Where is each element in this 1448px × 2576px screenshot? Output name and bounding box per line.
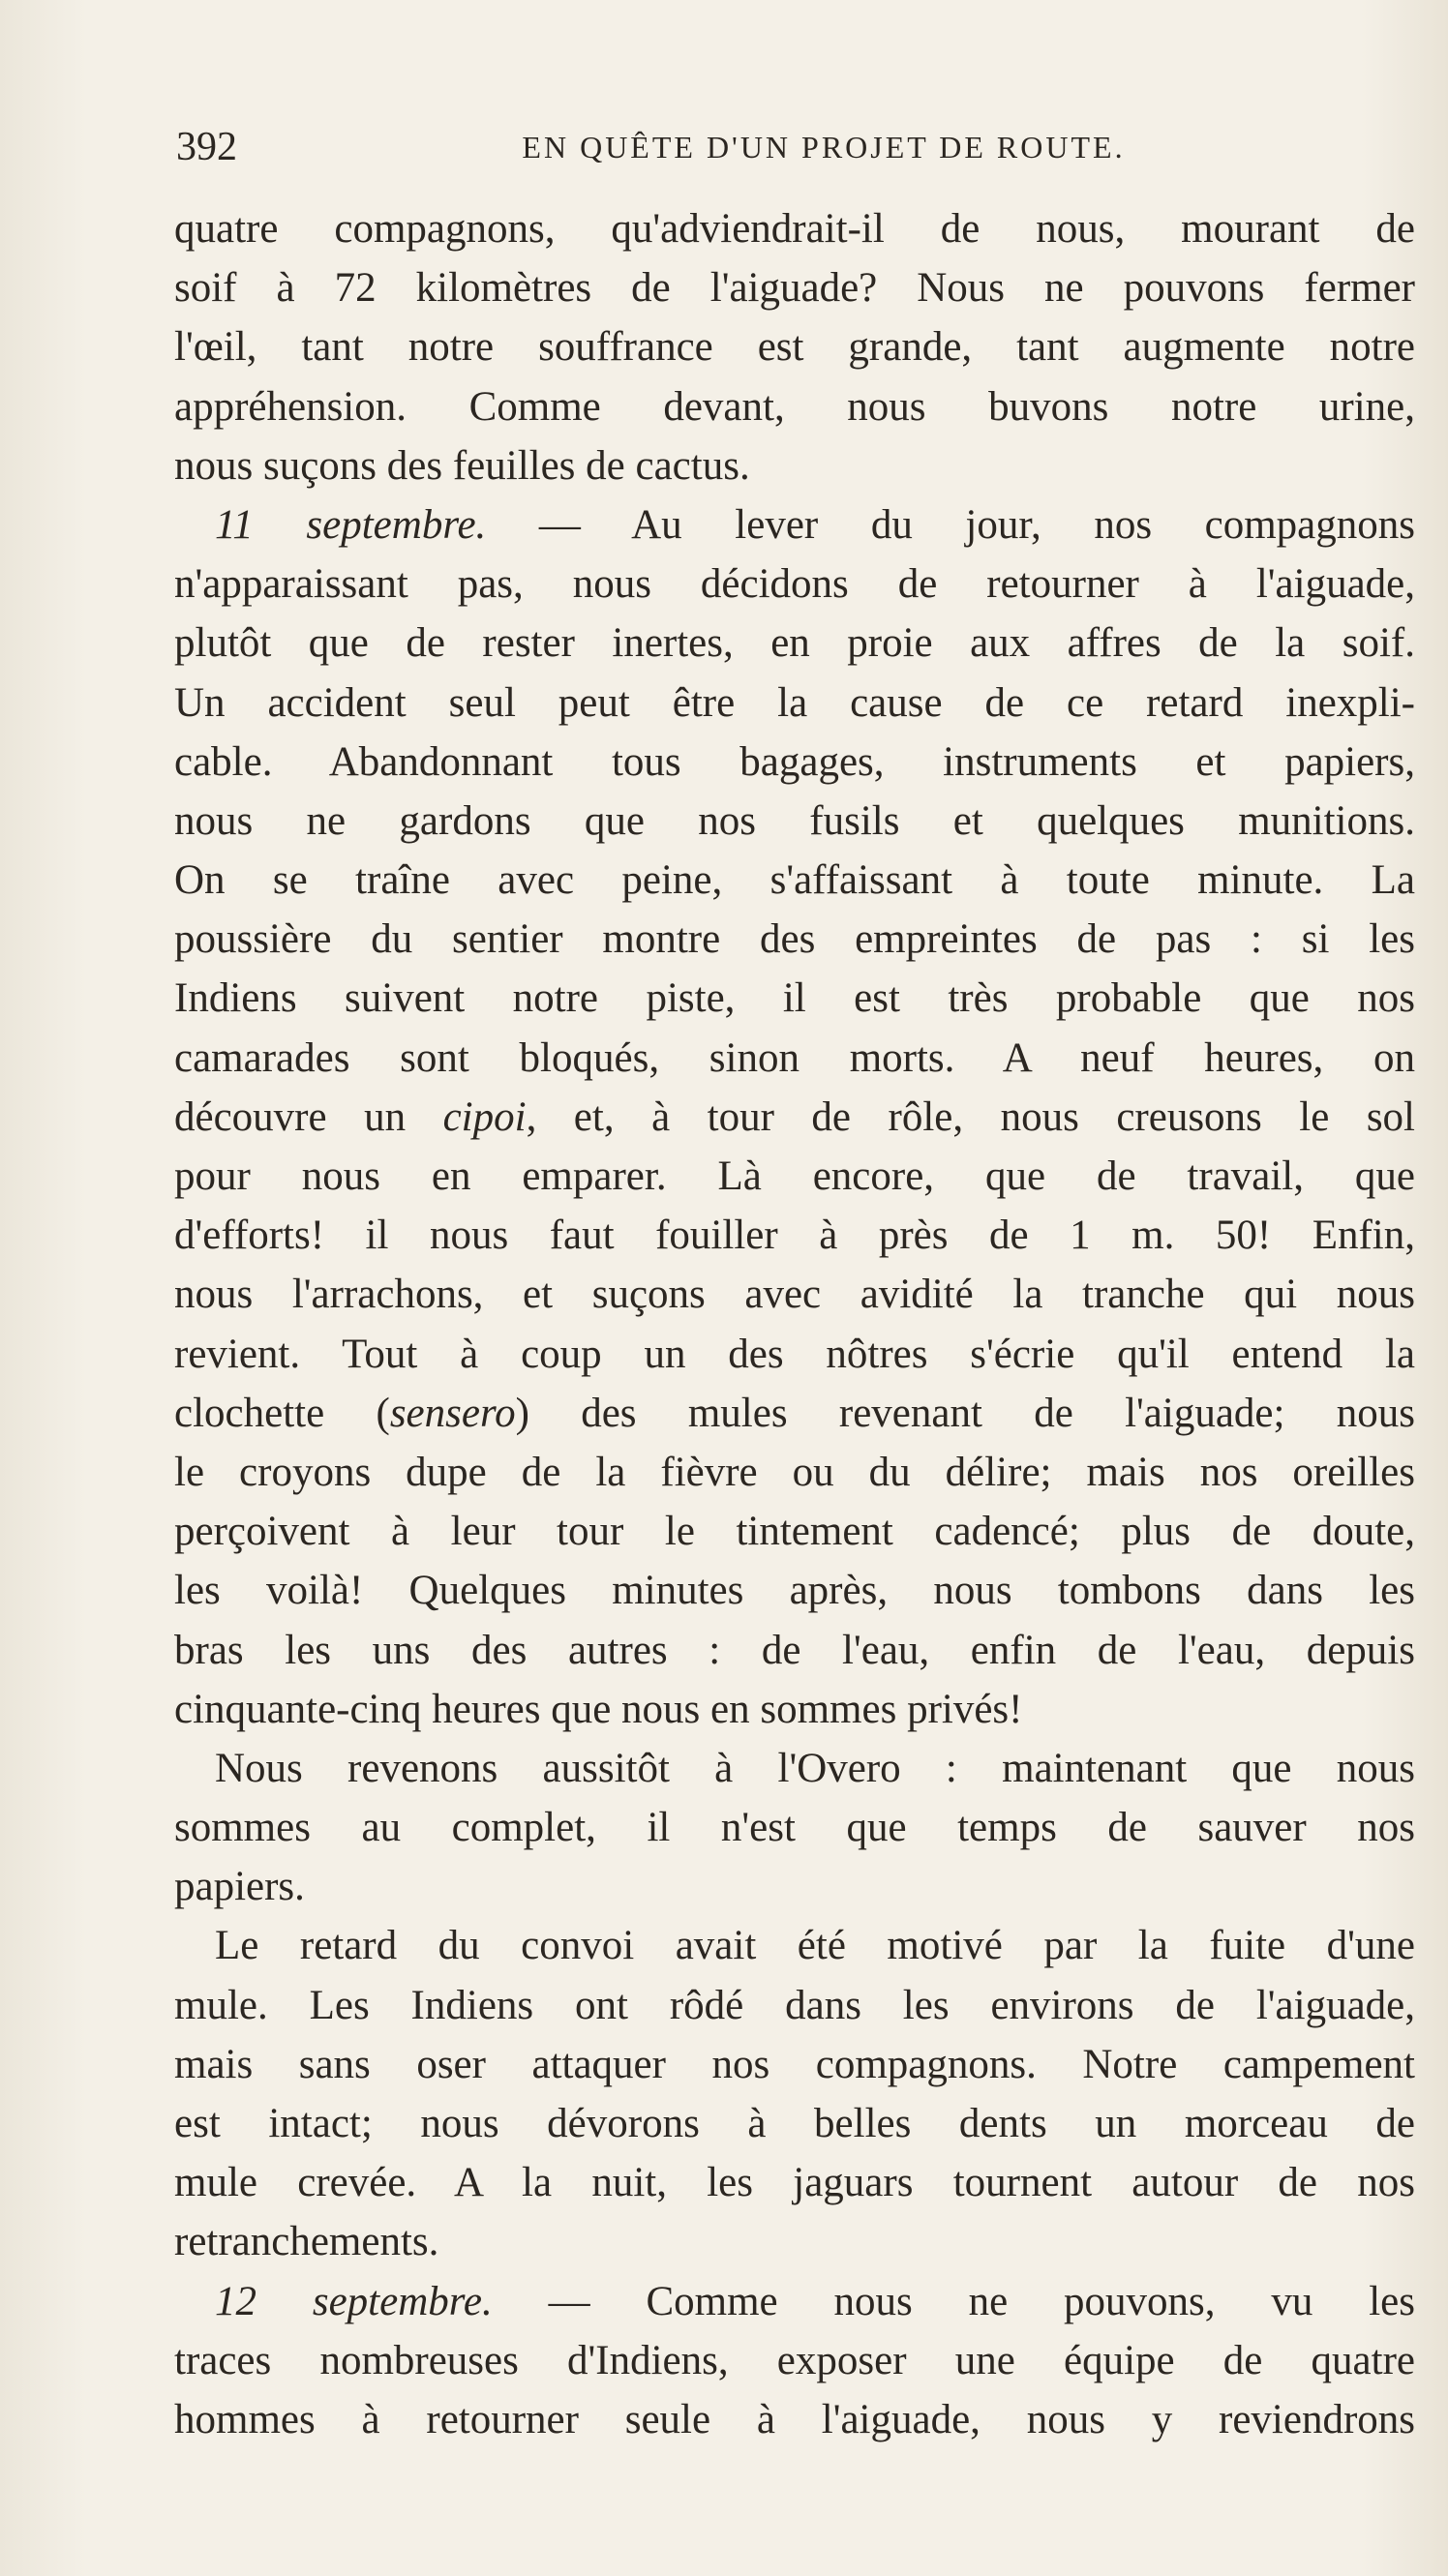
text-line [174, 1739, 1415, 1798]
text-line [174, 1916, 1415, 1975]
text-segment: mule. Les Indiens ont rôdé dans les environs de l'aiguade, [174, 1982, 1415, 2028]
text-segment: Nous revenons aussitôt à l'Overo : maintenant que nous [215, 1745, 1415, 1791]
text-line [174, 1443, 1415, 1502]
text-segment: retranchements. [174, 2219, 439, 2265]
text-line [174, 2272, 1415, 2331]
text-line [174, 1206, 1415, 1265]
italic-text: 11 septembre. [215, 501, 487, 548]
text-segment: d'efforts! il nous faut fouiller à près de 1 m. 50! Enfin, [174, 1213, 1415, 1259]
text-segment: quatre compagnons, qu'adviendrait-il de nous, mourant de [174, 206, 1415, 252]
text-line [174, 1088, 1415, 1147]
text-segment: découvre un [174, 1093, 443, 1140]
text-line [174, 258, 1415, 317]
text-line [174, 377, 1415, 436]
text-line [174, 554, 1415, 614]
text-line [174, 1857, 1415, 1916]
text-line [174, 2153, 1415, 2212]
text-segment: nous ne gardons que nos fusils et quelques munitions. [174, 797, 1415, 844]
text-segment: poussière du sentier montre des empreintes de pas : si les [174, 916, 1415, 963]
text-segment: , et, à tour de rôle, nous creusons le sol [526, 1093, 1415, 1140]
text-segment: clochette ( [174, 1390, 390, 1436]
text-line [174, 1976, 1415, 2035]
page-number: 392 [176, 125, 237, 169]
text-line [174, 436, 1415, 495]
text-segment: l'œil, tant notre souffrance est grande, tant augmente notre [174, 324, 1415, 371]
text-line [174, 317, 1415, 376]
text-line [174, 1621, 1415, 1680]
text-line [174, 2390, 1415, 2449]
text-line [174, 733, 1415, 792]
italic-text: sensero [389, 1390, 516, 1436]
text-segment: sommes au complet, il n'est que temps de sauver nos [174, 1805, 1415, 1851]
text-segment: Indiens suivent notre piste, il est très probable que nos [174, 975, 1415, 1022]
text-line [174, 1680, 1415, 1739]
text-line [174, 1029, 1415, 1088]
text-line [174, 199, 1415, 258]
text-line [174, 2331, 1415, 2390]
text-segment: perçoivent à leur tour le tintement cadencé; plus de doute, [174, 1509, 1415, 1555]
text-segment: appréhension. Comme devant, nous buvons notre urine, [174, 383, 1415, 430]
running-title: EN QUÊTE D'UN PROJET DE ROUTE. [522, 130, 1126, 165]
text-line [174, 1265, 1415, 1324]
text-segment: cinquante-cinq heures que nous en sommes privés! [174, 1686, 1023, 1732]
text-line [174, 851, 1415, 910]
text-line [174, 2094, 1415, 2153]
text-segment: cable. Abandonnant tous bagages, instruments et papiers, [174, 738, 1415, 785]
text-line [174, 969, 1415, 1028]
text-line [174, 1325, 1415, 1384]
text-segment: pour nous en emparer. Là encore, que de travail, que [174, 1153, 1415, 1199]
text-segment: nous suçons des feuilles de cactus. [174, 442, 750, 489]
text-segment: papiers. [174, 1864, 305, 1910]
running-header [176, 124, 1413, 172]
text-segment: mais sans oser attaquer nos compagnons. Notre campement [174, 2041, 1415, 2087]
text-segment: Le retard du convoi avait été motivé par la fuite d'une [215, 1923, 1415, 1969]
text-segment: On se traîne avec peine, s'affaissant à toute minute. La [174, 857, 1415, 904]
text-segment: n'apparaissant pas, nous décidons de retourner à l'aiguade, [174, 561, 1415, 608]
text-line [174, 1798, 1415, 1857]
text-line [174, 2035, 1415, 2094]
italic-text: 12 septembre. [215, 2278, 493, 2324]
text-segment: les voilà! Quelques minutes après, nous tombons dans les [174, 1568, 1415, 1614]
italic-text: cipoi [442, 1093, 527, 1140]
text-segment: soif à 72 kilomètres de l'aiguade? Nous ne pouvons fermer [174, 265, 1415, 312]
text-segment: le croyons dupe de la fièvre ou du délire; mais nos oreilles [174, 1449, 1415, 1495]
text-line [174, 1384, 1415, 1443]
text-segment: mule crevée. A la nuit, les jaguars tournent autour de nos [174, 2160, 1415, 2206]
text-segment: est intact; nous dévorons à belles dents un morceau de [174, 2101, 1415, 2146]
text-segment: camarades sont bloqués, sinon morts. A neuf heures, on [174, 1034, 1415, 1081]
text-line [174, 910, 1415, 969]
text-segment: bras les uns des autres : de l'eau, enfin de l'eau, depuis [174, 1627, 1415, 1673]
text-line [174, 674, 1415, 733]
body-text [174, 199, 1415, 2449]
text-line [174, 614, 1415, 673]
text-line [174, 1502, 1415, 1561]
text-segment: — Au lever du jour, nos compagnons [486, 501, 1416, 548]
text-line [174, 792, 1415, 851]
text-segment: hommes à retourner seule à l'aiguade, nous y reviendrons [174, 2396, 1415, 2442]
text-segment: — Comme nous ne pouvons, vu les [492, 2278, 1415, 2324]
text-segment: traces nombreuses d'Indiens, exposer une équipe de quatre [174, 2337, 1415, 2383]
text-line [174, 1147, 1415, 1206]
text-segment: revient. Tout à coup un des nôtres s'écrie qu'il entend la [174, 1331, 1415, 1377]
text-line [174, 1561, 1415, 1620]
text-line [174, 495, 1415, 554]
text-segment: plutôt que de rester inertes, en proie aux affres de la soif. [174, 620, 1415, 667]
text-segment: Un accident seul peut être la cause de ce retard inexpli- [174, 679, 1415, 726]
text-line [174, 2212, 1415, 2271]
text-segment: nous l'arrachons, et suçons avec avidité la tranche qui nous [174, 1272, 1415, 1318]
text-segment: ) des mules revenant de l'aiguade; nous [515, 1390, 1415, 1436]
